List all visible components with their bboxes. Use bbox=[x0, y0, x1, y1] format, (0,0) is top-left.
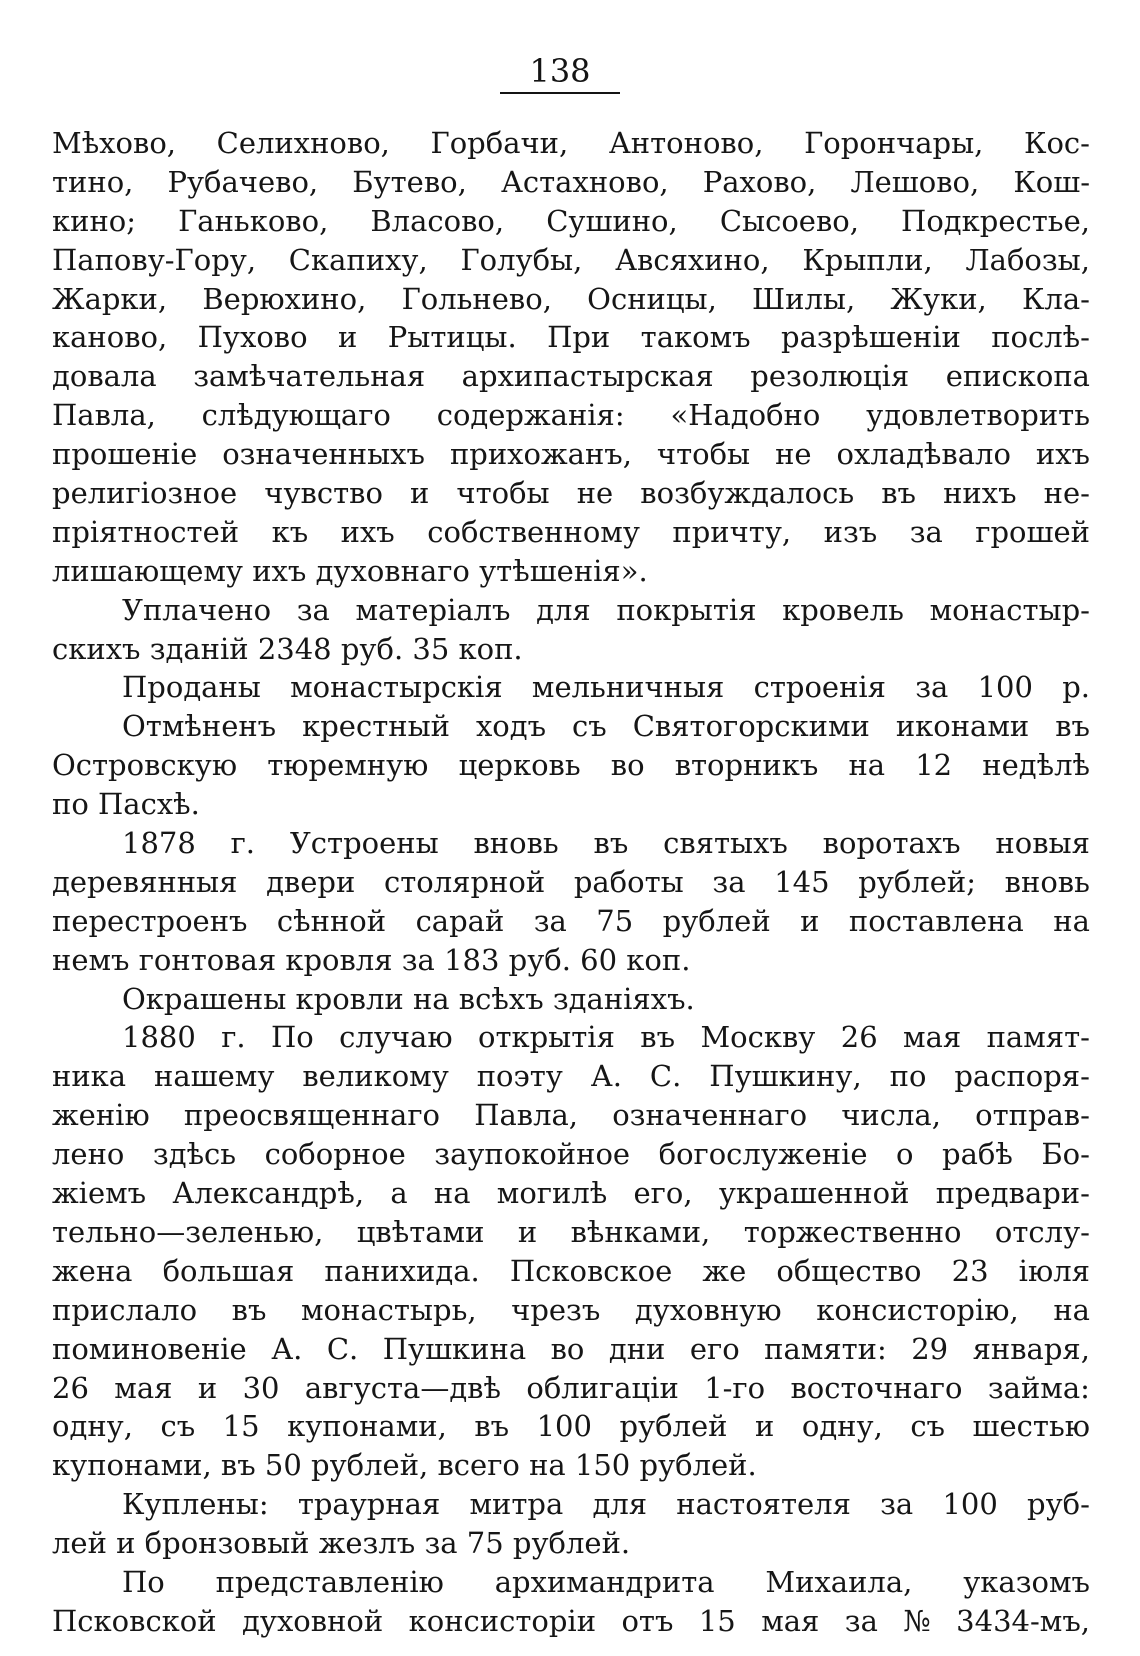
text-line: Окрашены кровли на всѣхъ зданіяхъ. bbox=[122, 981, 695, 1016]
text-line: женію преосвященнаго Павла, означеннаго числа, отправ- bbox=[52, 1098, 1090, 1133]
text-line: прислало въ монастырь, чрезъ духовную консисторію, на bbox=[52, 1292, 1090, 1327]
text-line: лей и бронзовый жезлъ за 75 рублей. bbox=[52, 1526, 631, 1561]
text-line: деревянныя двери столярной работы за 145 рублей; вновь bbox=[52, 864, 1090, 899]
text-line: кино; Ганьково, Власово, Сушино, Сысоево, Подкрестье, bbox=[52, 203, 1090, 238]
text-line: перестроенъ сѣнной сарай за 75 рублей и поставлена на bbox=[52, 903, 1090, 938]
text-line: Павла, слѣдующаго содержанія: «Надобно удовлетворить bbox=[52, 398, 1090, 433]
text-line: довала замѣчательная архипастырская резолюція епископа bbox=[52, 359, 1090, 394]
text-line: Проданы монастырскія мельничныя строенія за 100 р. bbox=[122, 670, 1090, 705]
text-line: 1878 г. Устроены вновь въ святыхъ воротахъ новыя bbox=[122, 826, 1090, 861]
text-line: скихъ зданій 2348 руб. 35 коп. bbox=[52, 631, 523, 666]
text-line: тельно—зеленью, цвѣтами и вѣнками, торжественно отслу- bbox=[52, 1214, 1090, 1249]
text-line: 26 мая и 30 августа—двѣ облигаціи 1-го восточнаго займа: bbox=[52, 1370, 1090, 1405]
text-line: пріятностей къ ихъ собственному причту, изъ за грошей bbox=[52, 514, 1090, 549]
text-line: лено здѣсь соборное заупокойное богослуженіе о рабѣ Бо- bbox=[52, 1137, 1090, 1172]
text-line: Папову-Гору, Скапиху, Голубы, Авсяхино, Крыпли, Лабозы, bbox=[52, 242, 1090, 277]
body-text bbox=[52, 124, 1090, 1641]
text-line: религіозное чувство и чтобы не возбуждалось въ нихъ не- bbox=[52, 476, 1090, 511]
text-line: купонами, въ 50 рублей, всего на 150 рублей. bbox=[52, 1448, 757, 1483]
text-line: Куплены: траурная митра для настоятеля за 100 руб- bbox=[122, 1487, 1090, 1522]
text-line: Отмѣненъ крестный ходъ съ Святогорскими иконами въ bbox=[122, 709, 1090, 744]
text-line: одну, съ 15 купонами, въ 100 рублей и одну, съ шестью bbox=[52, 1409, 1090, 1444]
text-line: лишающему ихъ духовнаго утѣшенія». bbox=[52, 553, 648, 588]
page-number: 138 bbox=[500, 52, 620, 94]
text-line: Мѣхово, Селихново, Горбачи, Антоново, Горончары, Кос- bbox=[52, 126, 1090, 160]
text-line: Островскую тюремную церковь во вторникъ на 12 недѣлѣ bbox=[52, 748, 1090, 783]
text-line: Жарки, Верюхино, Гольнево, Осницы, Шилы, Жуки, Кла- bbox=[52, 281, 1090, 316]
text-line: Уплачено за матеріалъ для покрытія кровель монастыр- bbox=[122, 592, 1090, 627]
text-line: 1880 г. По случаю открытія въ Москву 26 мая памят- bbox=[122, 1020, 1090, 1055]
text-line: немъ гонтовая кровля за 183 руб. 60 коп. bbox=[52, 942, 691, 977]
text-line: жіемъ Александрѣ, а на могилѣ его, украшенной предвари- bbox=[52, 1176, 1090, 1211]
text-line: По представленію архимандрита Михаила, указомъ bbox=[122, 1564, 1090, 1599]
text-line: жена большая панихида. Псковское же общество 23 іюля bbox=[52, 1253, 1090, 1288]
text-line: по Пасхѣ. bbox=[52, 787, 200, 822]
text-line: каново, Пухово и Рытицы. При такомъ разрѣшеніи послѣ- bbox=[52, 320, 1090, 355]
text-line: ника нашему великому поэту А. С. Пушкину, по распоря- bbox=[52, 1059, 1090, 1094]
text-line: поминовеніе А. С. Пушкина во дни его памяти: 29 января, bbox=[52, 1331, 1090, 1366]
text-line: прошеніе означенныхъ прихожанъ, чтобы не охладѣвало ихъ bbox=[52, 437, 1090, 472]
text-line: Псковской духовной консисторіи отъ 15 мая за № 3434-мъ, bbox=[52, 1603, 1090, 1638]
text-line: тино, Рубачево, Бутево, Астахново, Рахово, Лешово, Кош- bbox=[52, 164, 1090, 199]
